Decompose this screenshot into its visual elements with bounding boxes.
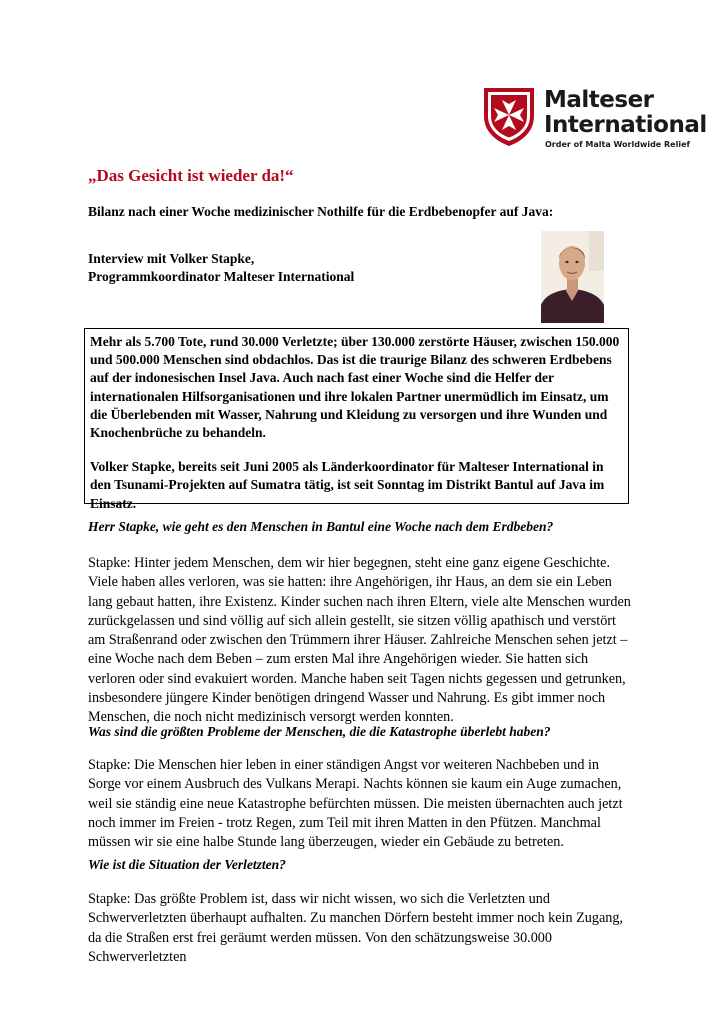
answer-1: Stapke: Hinter jedem Menschen, dem wir hier begegnen, steht eine ganz eigene Geschichte. Viele haben alles verloren, was sie hatten: ihre Angehörigen, ihr Haus, an dem sie ein Leben lang gebaut hatten, ihre Existenz. Kinder suchen nach ihren Eltern, viele alte Menschen wurden zurückgelassen und sind völlig auf sich allein gestellt, sie sitzen völlig apathisch und verstört am Straßenrand oder zwischen den Trümmern ihrer Häuser. Zahlreiche Menschen sehen jetzt – eine Woche nach dem Beben – zum ersten Mal ihre Angehörigen wieder. Sie hatten sich verloren oder sind evakuiert worden. Manche haben seit Tagen nichts gegessen und getrunken, insbesondere jüngere Kinder benötigen dringend Wasser und Nahrung. Es gibt immer noch Menschen, die noch nicht medizinisch versorgt werden konnten.	[88, 555, 631, 726]
logo-line-1: Malteser	[544, 87, 654, 113]
document-subtitle: Bilanz nach einer Woche medizinischer Nothilfe für die Erdbebenopfer auf Java:	[88, 204, 554, 219]
document-title: „Das Gesicht ist wieder da!“	[88, 166, 294, 185]
intro-box	[84, 328, 629, 511]
portrait-photo	[541, 231, 604, 323]
interview-heading	[88, 250, 354, 286]
interview-line-2: Programmkoordinator Malteser International	[88, 269, 355, 284]
question-3: Wie ist die Situation der Verletzten?	[88, 857, 286, 872]
maltese-cross-shield-icon	[482, 86, 536, 148]
malteser-logo	[482, 86, 707, 156]
answer-3: Stapke: Das größte Problem ist, dass wir nicht wissen, wo sich die Verletzten und Schwerverletzten überhaupt aufhalten. Zu manchen Dörfern besteht immer noch kein Zugang, da die Straßen erst frei geräumt werden müssen. Von den schätzungsweise 30.000 Schwerverletzten	[88, 891, 623, 965]
logo-line-2: International	[544, 112, 707, 138]
intro-paragraph-2: Volker Stapke, bereits seit Juni 2005 als Länderkoordinator für Malteser International in den Tsunami-Projekten auf Sumatra tätig, ist seit Sonntag im Distrikt Bantul auf Java im Einsatz.	[90, 459, 605, 511]
interview-line-1: Interview mit Volker Stapke,	[88, 251, 255, 266]
answer-2: Stapke: Die Menschen hier leben in einer ständigen Angst vor weiteren Nachbeben und in Sorge vor einem Ausbruch des Vulkans Merapi. Nachts können sie kaum ein Auge zumachen, weil sie ständig eine neue Katastrophe befürchten müssen. Die meisten übernachten auch jetzt noch immer im Freien - trotz Regen, zum Teil mit ihren Matten in den Pfützen. Manchmal müssen wir sie eine halbe Stunde lang überzeugen, wieder ein Gebäude zu betreten.	[88, 757, 623, 851]
logo-tagline: Order of Malta Worldwide Relief	[545, 140, 690, 149]
question-1: Herr Stapke, wie geht es den Menschen in Bantul eine Woche nach dem Erdbeben?	[88, 519, 554, 534]
intro-paragraph-1: Mehr als 5.700 Tote, rund 30.000 Verletzte; über 130.000 zerstörte Häuser, zwischen 150.000 und 500.000 Menschen sind obdachlos. Das ist die traurige Bilanz des schweren Erdbebens auf der indonesischen Insel Java. Auch nach fast einer Woche sind die Helfer der internationalen Hilfsorganisationen und ihre lokalen Partner unermüdlich im Einsatz, um die Überlebenden mit Wasser, Nahrung und Kleidung zu versorgen und ihre Wunden und Knochenbrüche zu behandeln.	[90, 334, 620, 441]
question-2: Was sind die größten Probleme der Menschen, die die Katastrophe überlebt haben?	[88, 724, 551, 739]
